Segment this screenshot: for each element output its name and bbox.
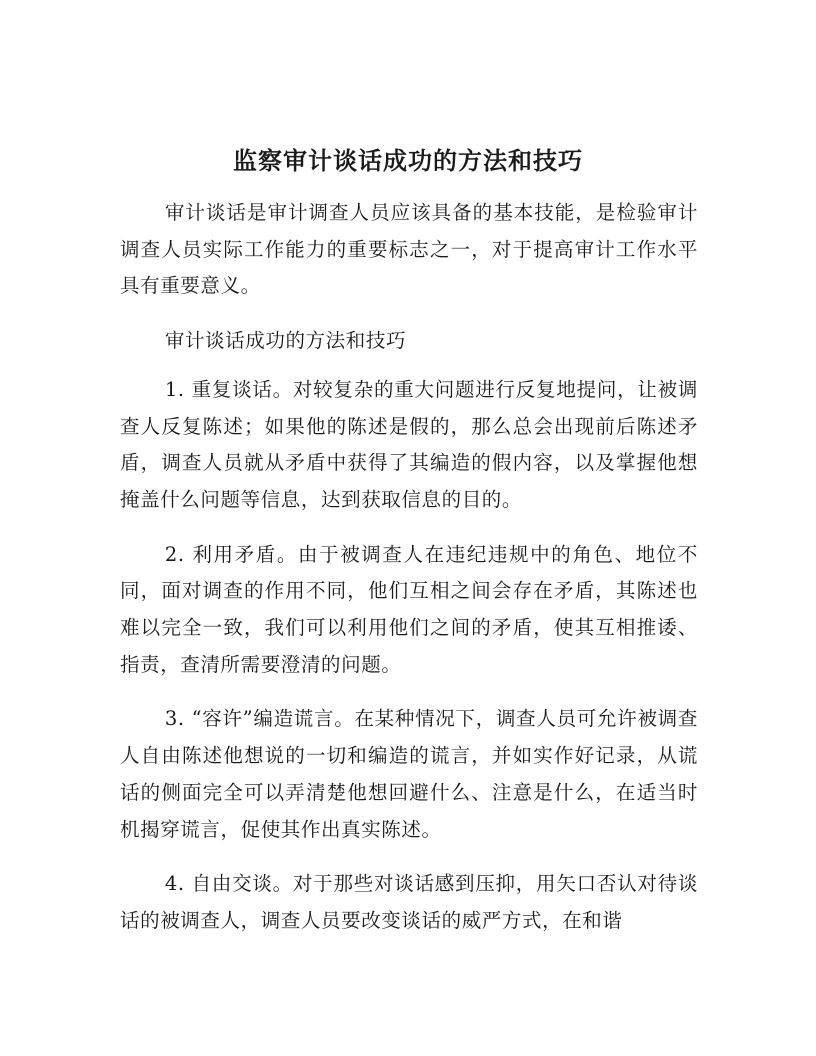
method-4-paragraph: 4. 自由交谈。对于那些对谈话感到压抑，用矢口否认对待谈话的被调查人，调查人员要改变谈话的威严方式，在和谐: [120, 872, 698, 932]
intro-paragraph: 审计谈话是审计调查人员应该具备的基本技能，是检验审计调查人员实际工作能力的重要标志之一，对于提高审计工作水平具有重要意义。: [120, 201, 698, 298]
document-body: [120, 195, 698, 958]
method-1-paragraph: 1. 重复谈话。对较复杂的重大问题进行反复地提问，让被调查人反复陈述；如果他的陈述是假的，那么总会出现前后陈述矛盾，调查人员就从矛盾中获得了其编造的假内容，以及掌握他想掩盖什么问题等信息，达到获取信息的目的。: [120, 377, 698, 511]
document-title: 监察审计谈话成功的方法和技巧: [233, 147, 583, 175]
method-2-paragraph: 2. 利用矛盾。由于被调查人在违纪违规中的角色、地位不同，面对调查的作用不同，他们互相之间会存在矛盾，其陈述也难以完全一致，我们可以利用他们之间的矛盾，使其互相推诿、指责，查清所需要澄清的问题。: [120, 542, 698, 676]
method-3-paragraph: 3. “容许”编造谎言。在某种情况下，调查人员可允许被调查人自由陈述他想说的一切和编造的谎言，并如实作好记录，从谎话的侧面完全可以弄清楚他想回避什么、注意是什么，在适当时机揭穿谎言，促使其作出真实陈述。: [120, 707, 698, 841]
section-heading: 审计谈话成功的方法和技巧: [164, 329, 407, 353]
